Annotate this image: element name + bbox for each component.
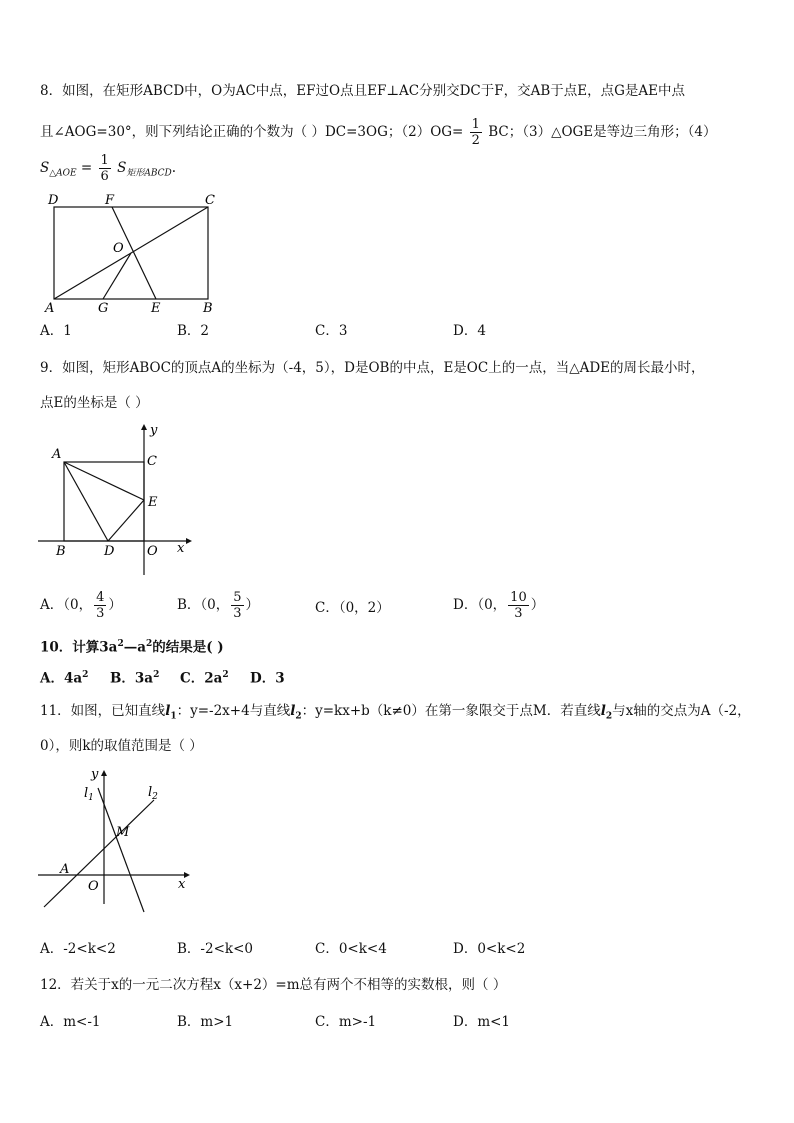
label-b: B — [203, 301, 213, 315]
label-a: A — [60, 862, 70, 877]
q10-option-d[interactable] — [250, 665, 285, 689]
label-x: x — [178, 877, 186, 892]
q9-option-b[interactable] — [177, 590, 259, 621]
label-f: F — [105, 193, 115, 208]
q8-formula-lhs-sub: △AOE — [49, 168, 77, 179]
label-e: E — [151, 301, 161, 315]
q9-option-a-den: 3 — [96, 606, 105, 621]
q8-formula-rhs: S — [117, 160, 127, 176]
q8-stem-text: 且∠AOG=30°，则下列结论正确的个数为（ ）DC=3OG；（2）OG= — [40, 124, 464, 140]
y-axis-arrow — [101, 770, 107, 776]
q8-stem-line1: 8．如图，在矩形ABCD中，O为AC中点，EF过O点且EF⊥AC分别交DC于F，交AB于点E，点G是AE中点 — [40, 83, 686, 99]
q8-formula-frac — [99, 153, 111, 184]
q11-option-d[interactable]: D．0<k<2 — [453, 941, 526, 957]
label-y: y — [150, 423, 158, 438]
q9-option-d-post: ） — [530, 597, 545, 613]
label-l1-letter: l — [84, 786, 89, 801]
q12-option-b[interactable]: B．m>1 — [177, 1014, 234, 1030]
q8-option-b[interactable]: B．2 — [177, 323, 210, 339]
q10-text-b: —a — [123, 639, 146, 656]
q9-option-d[interactable] — [453, 590, 544, 621]
line-l2 — [44, 800, 154, 907]
label-a: A — [45, 301, 55, 315]
label-o: O — [147, 544, 158, 559]
rectangle-aboc — [64, 462, 144, 541]
label-y: y — [91, 767, 99, 782]
q12-stem: 12．若关于x的一元二次方程x（x+2）=m总有两个不相等的实数根，则（ ） — [40, 977, 507, 993]
q10-text-c: 的结果是( ) — [152, 639, 224, 656]
q10-option-b-base: B．3a — [110, 670, 154, 687]
q8-stem-text-2: BC；（3）△OGE是等边三角形；（4） — [488, 124, 717, 140]
q9-stem-line2: 点E的坐标是（ ） — [40, 395, 149, 411]
q11-stem-line1 — [40, 701, 751, 727]
q10-stem — [40, 634, 224, 658]
label-d: D — [48, 193, 59, 208]
x-axis-arrow — [186, 538, 192, 544]
q8-option-a[interactable]: A．1 — [40, 323, 72, 339]
q10-sup-1: 2 — [117, 639, 124, 649]
label-c: C — [147, 454, 157, 469]
q9-coordinate-figure — [36, 420, 196, 580]
q10-option-b[interactable] — [110, 665, 159, 689]
q9-option-a-pre: A．（0， — [40, 597, 93, 613]
label-l2-letter: l — [148, 785, 153, 800]
q8-fraction-den: 2 — [471, 133, 480, 148]
segment-ae — [64, 462, 144, 500]
q10-option-a[interactable] — [40, 665, 88, 689]
q8-formula-eq: = — [80, 160, 93, 176]
q9-option-b-frac — [231, 590, 243, 621]
q9-option-d-pre: D．（0， — [453, 597, 507, 613]
label-l1-sub: 1 — [88, 793, 94, 803]
q12-option-d[interactable]: D．m<1 — [453, 1014, 511, 1030]
q9-option-b-num: 5 — [233, 590, 242, 605]
q9-option-b-den: 3 — [233, 606, 242, 621]
label-l2 — [148, 785, 158, 802]
label-x: x — [177, 541, 185, 556]
q11-l1: l — [165, 703, 171, 719]
q8-formula-num: 1 — [100, 153, 109, 168]
y-axis-arrow — [141, 424, 147, 430]
label-m: M — [116, 825, 130, 840]
q8-formula-rhs-sub: 矩形ABCD — [126, 168, 172, 179]
label-e: E — [148, 495, 158, 510]
q10-sup-2: 2 — [145, 639, 153, 649]
q10-option-c[interactable] — [180, 665, 229, 689]
label-c: C — [205, 193, 215, 208]
q9-option-b-post: ） — [245, 597, 260, 613]
label-o: O — [113, 241, 124, 256]
q11-stem-line2: 0），则k的取值范围是（ ） — [40, 738, 203, 754]
q9-option-a-post: ） — [108, 597, 122, 613]
q9-option-b-pre: B．（0， — [177, 597, 230, 613]
q11-l2b-sub: 2 — [605, 711, 613, 722]
q8-fraction — [470, 117, 482, 148]
q9-option-d-den: 3 — [514, 606, 523, 621]
label-a: A — [52, 447, 62, 462]
segment-og — [103, 253, 131, 299]
segment-de — [108, 500, 144, 541]
q10-option-b-sup: 2 — [153, 670, 160, 680]
q9-option-d-frac — [508, 590, 529, 621]
q11-l2b: l — [600, 703, 606, 719]
q11-l2-sub: 2 — [295, 711, 302, 722]
q9-option-a[interactable] — [40, 590, 122, 621]
label-g: G — [98, 301, 109, 315]
q10-option-a-sup: 2 — [82, 670, 89, 680]
q10-option-d-base: D．3 — [250, 670, 285, 687]
q8-option-d[interactable]: D．4 — [453, 323, 486, 339]
q11-l2: l — [290, 703, 296, 719]
q10-text-a: 10．计算3a — [40, 639, 118, 656]
q12-option-a[interactable]: A．m<-1 — [40, 1014, 101, 1030]
q11-option-c[interactable]: C．0<k<4 — [315, 941, 387, 957]
q9-option-a-num: 4 — [96, 590, 105, 605]
q11-line-figure — [36, 764, 196, 914]
q10-option-c-base: C．2a — [180, 670, 223, 687]
line-l1 — [98, 788, 144, 912]
q9-option-c[interactable]: C．（0，2） — [315, 600, 390, 616]
q8-formula-den: 6 — [100, 169, 109, 184]
q8-formula-lhs: S — [40, 160, 50, 176]
q12-option-c[interactable]: C．m>-1 — [315, 1014, 377, 1030]
q9-option-a-frac — [94, 590, 106, 621]
q11-text-d: 与x轴的交点为A（-2， — [612, 703, 751, 719]
q11-option-b[interactable]: B．-2<k<0 — [177, 941, 253, 957]
q8-option-c[interactable]: C．3 — [315, 323, 348, 339]
q8-formula — [40, 153, 176, 184]
q9-option-d-num: 10 — [510, 590, 527, 605]
q8-fraction-num: 1 — [471, 117, 480, 132]
label-o: O — [88, 879, 99, 894]
q11-text-a: 11．如图，已知直线 — [40, 703, 166, 719]
q10-option-c-sup: 2 — [222, 670, 229, 680]
label-l2-sub: 2 — [152, 792, 158, 802]
q10-option-a-base: A．4a — [40, 670, 83, 687]
q11-option-a[interactable]: A．-2<k<2 — [40, 941, 116, 957]
q8-rectangle-figure — [40, 190, 230, 315]
q8-formula-end: . — [171, 160, 177, 176]
q8-stem-line2 — [40, 117, 717, 148]
segment-ad — [64, 462, 108, 541]
q11-l1-sub: 1 — [170, 711, 177, 722]
label-l1 — [84, 786, 94, 803]
q11-text-c: ：y=kx+b（k≠0）在第一象限交于点M．若直线 — [301, 703, 601, 719]
q11-text-b: ：y=-2x+4与直线 — [176, 703, 291, 719]
label-d: D — [104, 544, 115, 559]
q9-stem-line1: 9．如图，矩形ABOC的顶点A的坐标为（-4，5），D是OB的中点，E是OC上的一点，当△ADE的周长最小时， — [40, 360, 705, 376]
label-b: B — [56, 544, 66, 559]
